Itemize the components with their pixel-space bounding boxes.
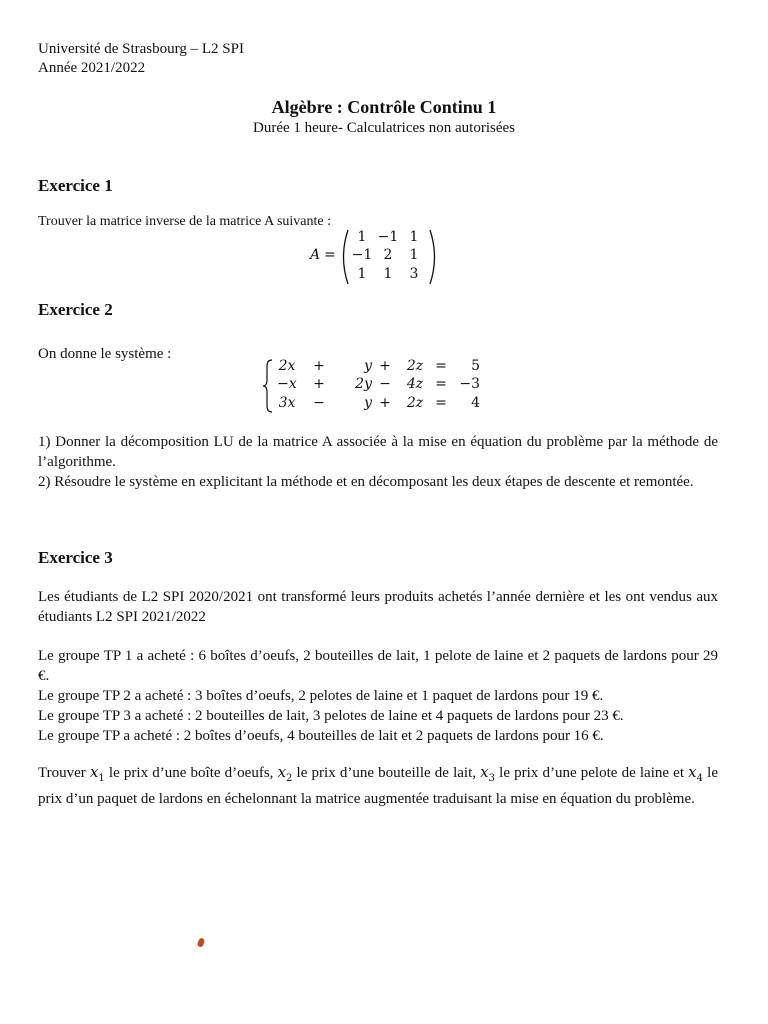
system-operator: + — [379, 395, 391, 411]
question-1: 1) Donner la décomposition LU de la matrice A associée à la mise en équation du problème par la méthode de l’algorithme. — [38, 434, 718, 470]
exercise-3-heading: Exercice 3 — [38, 548, 113, 567]
system-term: 2y — [355, 376, 372, 392]
page-subtitle: Durée 1 heure- Calculatrices non autorisées — [253, 120, 515, 136]
right-paren-icon — [428, 228, 440, 286]
left-brace-icon — [262, 358, 274, 414]
exercise-2-questions — [38, 432, 718, 492]
group-purchase-line: Le groupe TP 3 a acheté : 2 bouteilles de lait, 3 pelotes de laine et 4 paquets de lardons pour 23 €. — [38, 708, 624, 724]
system-term: y — [364, 358, 372, 374]
system-equals: = — [435, 395, 447, 411]
system-operator: − — [379, 376, 391, 392]
matrix-cell: 1 — [357, 266, 367, 282]
system-equals: = — [435, 376, 447, 392]
matrix-name: A — [310, 247, 321, 263]
task-text: Trouver — [38, 765, 90, 781]
task-text: le prix d’une boîte d’oeufs, — [104, 765, 278, 781]
exercise-2-heading: Exercice 2 — [38, 300, 113, 319]
exercise-3-intro: Les étudiants de L2 SPI 2020/2021 ont transformé leurs produits achetés l’année dernière et les ont vendus aux étudiants L2 SPI 2021/2022 — [38, 589, 718, 625]
system-term: 2z — [406, 358, 424, 374]
exercise-1-heading: Exercice 1 — [38, 176, 113, 195]
system-operator: + — [379, 358, 391, 374]
page-title: Algèbre : Contrôle Continu 1 — [271, 97, 497, 117]
matrix-cell: 3 — [409, 266, 419, 282]
group-purchase-line: Le groupe TP 2 a acheté : 3 boîtes d’oeufs, 2 pelotes de laine et 1 paquet de lardons pour 19 €. — [38, 688, 604, 704]
system-equals: = — [435, 358, 447, 374]
question-2: 2) Résoudre le système en explicitant la méthode et en décomposant les deux étapes de descente et remontée. — [38, 474, 694, 490]
linear-system — [262, 358, 492, 414]
ink-stain-icon — [197, 937, 206, 948]
matrix-cell: −1 — [377, 229, 399, 245]
system-term: y — [364, 395, 372, 411]
equals-sign: = — [324, 247, 336, 263]
system-operator: + — [313, 376, 325, 392]
group-purchase-line: Le groupe TP 1 a acheté : 6 boîtes d’oeufs, 2 bouteilles de lait, 1 pelote de laine et 2 paquets de lardons pour 29 €. — [38, 648, 718, 684]
variable-x1: $x_1$ — [89, 763, 105, 784]
matrix-a — [310, 228, 450, 286]
system-term: −x — [277, 376, 297, 392]
system-rhs: 5 — [471, 358, 480, 374]
task-text: le prix d’une bouteille de lait, — [292, 765, 481, 781]
academic-year: Année 2021/2022 — [38, 60, 146, 76]
exercise-1-prompt: Trouver la matrice inverse de la matrice A suivante : — [38, 214, 332, 229]
matrix-cell: 2 — [383, 247, 393, 263]
system-term: 3x — [278, 395, 296, 411]
system-rhs: −3 — [459, 376, 480, 392]
task-text: le prix d’une pelote de laine et — [495, 765, 689, 781]
task-text: le prix d’un paquet de lardons en échelonnant la matrice augmentée traduisant la mise en équation du problème. — [38, 765, 718, 807]
system-operator: − — [313, 395, 325, 411]
variable-x4: $x_4$ — [688, 763, 703, 784]
matrix-cell: 1 — [357, 229, 367, 245]
system-term: 4z — [406, 376, 424, 392]
group-purchases — [38, 646, 718, 746]
system-term: 2z — [406, 395, 424, 411]
matrix-cell: 1 — [409, 229, 419, 245]
variable-x2: $x_2$ — [277, 763, 293, 784]
system-rhs: 4 — [471, 395, 480, 411]
matrix-cell: −1 — [351, 247, 373, 263]
university-line: Université de Strasbourg – L2 SPI — [38, 41, 244, 57]
system-operator: + — [313, 358, 325, 374]
group-purchase-line: Le groupe TP a acheté : 2 boîtes d’oeufs, 4 bouteilles de lait et 2 paquets de lardons pour 16 €. — [38, 728, 604, 744]
matrix-cell: 1 — [409, 247, 419, 263]
system-term: 2x — [278, 358, 296, 374]
variable-x3: $x_3$ — [480, 763, 496, 784]
matrix-cell: 1 — [383, 266, 393, 282]
exercise-2-intro: On donne le système : — [38, 346, 172, 362]
exercise-3-task — [38, 762, 718, 809]
